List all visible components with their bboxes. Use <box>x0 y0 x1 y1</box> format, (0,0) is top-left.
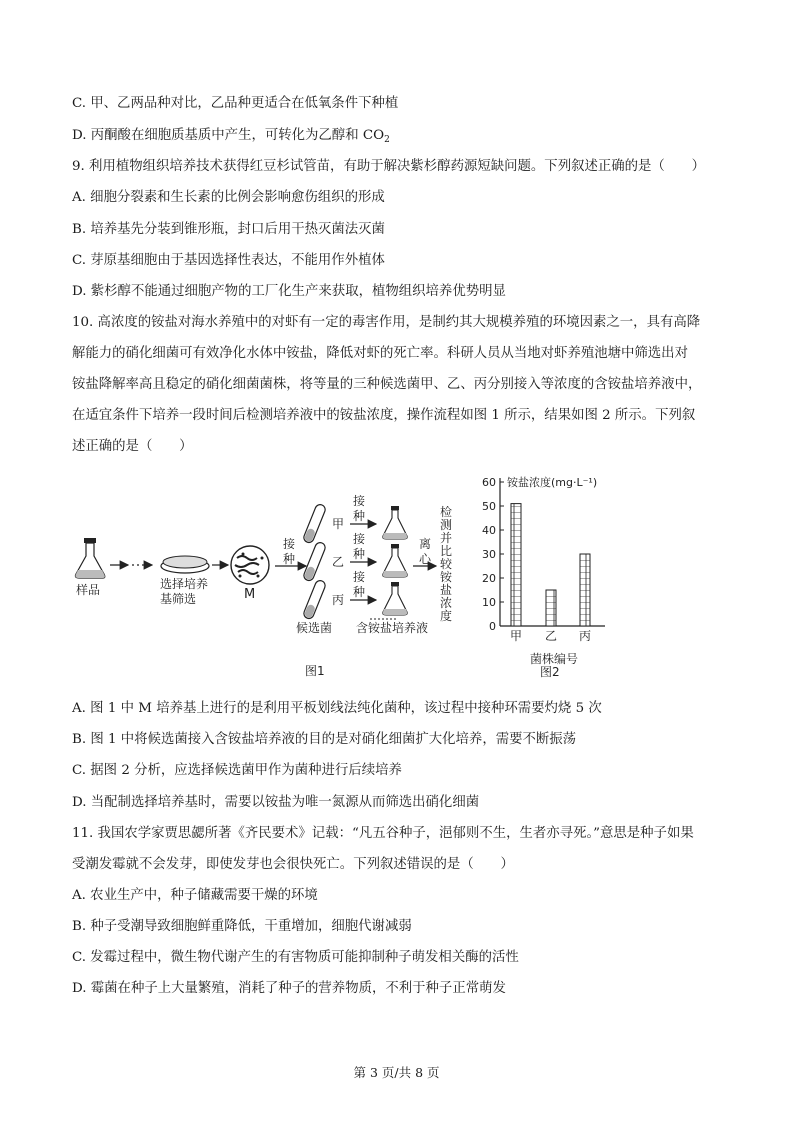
petri-dish-icon <box>161 556 209 573</box>
m-plate-icon <box>231 546 269 584</box>
text-line: 在适宜条件下培养一段时间后检测培养液中的铵盐浓度，操作流程如图 1 所示，结果如图 2 所示。下列叙 <box>72 408 696 423</box>
text-line: D. 霉菌在种子上大量繁殖，消耗了种子的营养物质，不利于种子正常萌发 <box>72 981 506 996</box>
text-line: 述正确的是（ ） <box>72 439 193 454</box>
x-tick-label: 甲 <box>509 629 523 643</box>
inoculate-b1: 接 <box>353 532 366 546</box>
figure-1-and-2 <box>70 470 630 685</box>
centrifuge-label-a: 离 <box>419 537 432 551</box>
centrifuge-label-b: 心 <box>419 552 432 566</box>
chart-title: 铵盐浓度(mg·L⁻¹) <box>507 476 598 489</box>
text-line: B. 种子受潮导致细胞鲜重降低，干重增加，细胞代谢减弱 <box>72 919 412 934</box>
text-line: 铵盐降解率高且稳定的硝化细菌菌株，将等量的三种候选菌甲、乙、丙分别接入等浓度的含铵盐培养液中， <box>72 377 702 392</box>
bar-2 <box>580 554 590 626</box>
y-tick-label: 0 <box>489 620 496 633</box>
detect-char: 浓 <box>440 596 453 610</box>
text-line <box>72 126 390 150</box>
candidate-label: 候选菌 <box>296 621 333 635</box>
text-line: 11. 我国农学家贾思勰所著《齐民要术》记载：“凡五谷种子，浥郁则不生，生者亦寻死。”意思是种子如果 <box>72 826 694 841</box>
text-line: C. 甲、乙两品种对比，乙品种更适合在低氧条件下种植 <box>72 96 399 111</box>
y-tick-label: 20 <box>482 572 496 585</box>
text-line: B. 图 1 中将候选菌接入含铵盐培养液的目的是对硝化细菌扩大化培养，需要不断振荡 <box>72 732 577 747</box>
chart-caption: 图2 <box>540 665 560 679</box>
medium-label: 含铵盐培养液 <box>356 621 429 635</box>
test-tube-icons <box>302 503 326 620</box>
text-line: D. 紫杉醇不能通过细胞产物的工厂化生产来获取，植物组织培养优势明显 <box>72 284 506 299</box>
text-line: A. 图 1 中 M 培养基上进行的是利用平板划线法纯化菌种，该过程中接种环需要灼烧 5 次 <box>72 701 602 716</box>
detect-char: 测 <box>440 518 453 532</box>
inoculate-c2: 种 <box>353 585 366 599</box>
text-line: 解能力的硝化细菌可有效净化水体中铵盐，降低对虾的死亡率。科研人员从当地对虾养殖池塘中筛选出对 <box>72 346 688 361</box>
text-line: 10. 高浓度的铵盐对海水养殖中的对虾有一定的毒害作用，是制约其大规模养殖的环境因素之一，具有高降 <box>72 315 701 330</box>
y-tick-label: 50 <box>482 500 496 513</box>
subscript: 2 <box>384 135 390 145</box>
text-line: B. 培养基先分装到锥形瓶，封口后用干热灭菌法灭菌 <box>72 222 385 237</box>
text-line: C. 据图 2 分析，应选择候选菌甲作为菌种进行后续培养 <box>72 763 402 778</box>
page-footer: 第 3 页/共 8 页 <box>353 1065 440 1080</box>
inoculate-label-b: 种 <box>283 552 296 566</box>
detect-char: 检 <box>440 505 453 519</box>
figure-2-bar-chart <box>482 475 605 679</box>
text-span: D. 丙酮酸在细胞质基质中产生，可转化为乙醇和 CO <box>72 128 385 143</box>
text-line: C. 芽原基细胞由于基因选择性表达，不能用作外植体 <box>72 253 385 268</box>
bar-1 <box>546 590 556 626</box>
select-medium-label-2: 基筛选 <box>160 592 197 606</box>
detect-char: 度 <box>440 609 453 623</box>
text-line: D. 当配制选择培养基时，需要以铵盐为唯一氮源从而筛选出硝化细菌 <box>72 795 480 810</box>
text-line: A. 细胞分裂素和生长素的比例会影响愈伤组织的形成 <box>72 190 385 205</box>
tube-label-bing: 丙 <box>332 593 345 607</box>
x-tick-label: 丙 <box>578 629 592 643</box>
figure-1-flow <box>75 493 453 678</box>
inoculate-a1: 接 <box>353 494 366 508</box>
sample-label: 样品 <box>76 583 101 597</box>
detect-label <box>440 504 453 623</box>
y-tick-label: 60 <box>482 476 496 489</box>
detect-char: 比 <box>440 544 453 558</box>
inoculate-a2: 种 <box>353 509 366 523</box>
detect-char: 铵 <box>440 570 453 584</box>
detect-char: 较 <box>440 557 453 571</box>
culture-flask-icons <box>383 506 407 615</box>
bar-0 <box>511 504 521 626</box>
sample-flask-icon <box>75 538 104 578</box>
chart-xlabel: 菌株编号 <box>530 652 579 666</box>
inoculate-b2: 种 <box>353 547 366 561</box>
y-tick-label: 40 <box>482 524 496 537</box>
tube-label-jia: 甲 <box>332 517 345 531</box>
text-line: 9. 利用植物组织培养技术获得红豆杉试管苗，有助于解决紫杉醇药源短缺问题。下列叙述正确的是（ ） <box>72 159 705 174</box>
select-medium-label-1: 选择培养 <box>160 577 209 591</box>
inoculate-label-a: 接 <box>283 537 296 551</box>
figure-1-caption: 图1 <box>305 664 325 678</box>
y-tick-label: 30 <box>482 548 496 561</box>
x-tick-label: 乙 <box>544 629 558 643</box>
text-line: A. 农业生产中，种子储藏需要干燥的环境 <box>72 888 318 903</box>
detect-char: 盐 <box>440 583 453 597</box>
y-tick-label: 10 <box>482 596 496 609</box>
inoculate-c1: 接 <box>353 570 366 584</box>
detect-char: 并 <box>440 531 453 545</box>
text-line: 受潮发霉就不会发芽，即使发芽也会很快死亡。下列叙述错误的是（ ） <box>72 857 514 872</box>
text-line: C. 发霉过程中，微生物代谢产生的有害物质可能抑制种子萌发相关酶的活性 <box>72 950 519 965</box>
m-label: M <box>244 587 256 602</box>
tube-label-yi: 乙 <box>332 555 345 569</box>
